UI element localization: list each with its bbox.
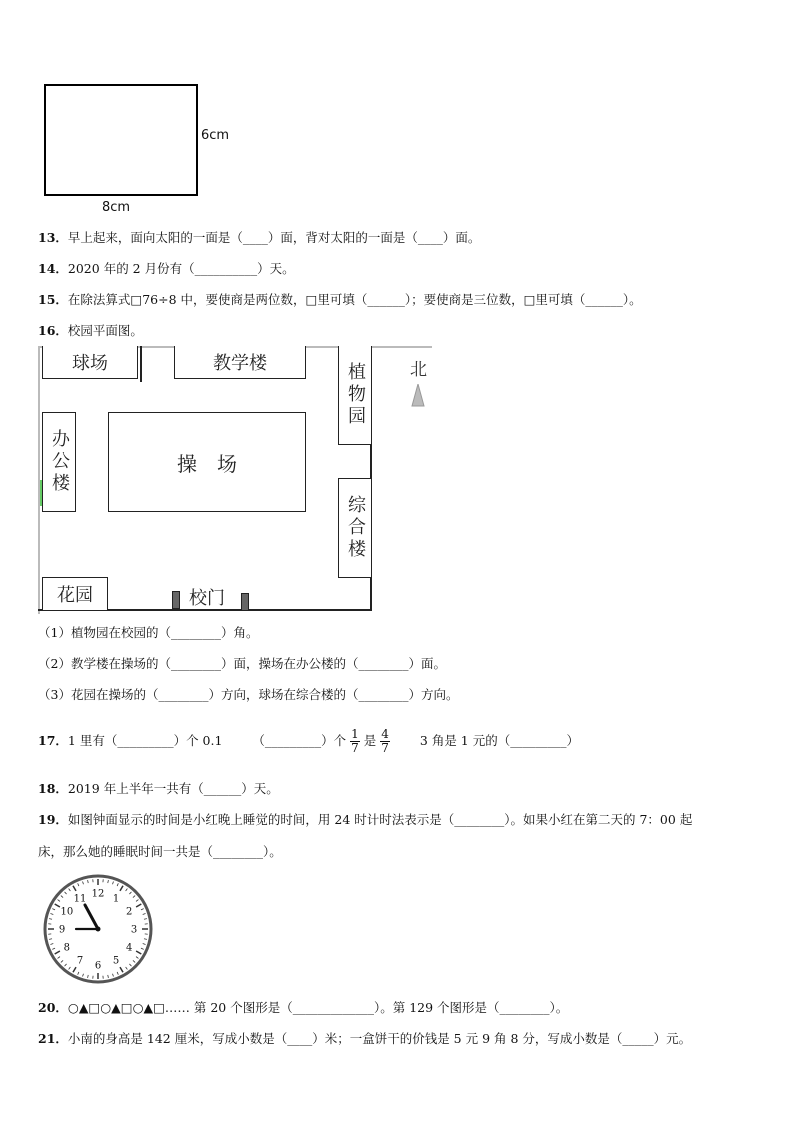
gate-post-left [172,591,180,609]
question-16 [38,323,143,339]
clock-number: 9 [58,924,66,936]
question-13 [38,230,480,246]
question-number: 17． [38,733,68,748]
question-number: 14． [38,261,68,276]
clock-number: 1 [112,893,120,905]
fraction-denominator: 7 [351,741,359,755]
question-18 [38,781,279,797]
question-text: ○▲□○▲□○▲□…… 第 20 个图形是（_____________）。第 129 个图形是（________）。 [67,1000,569,1015]
fraction-numerator: 4 [381,727,389,741]
question-number: 16． [38,323,68,338]
question-16-sub-2: （2）教学楼在操场的（________）面，操场在办公楼的（________）面。 [38,656,446,671]
question-19-line-2: 床，那么她的睡眠时间一共是（________）。 [38,844,282,859]
clock-number: 8 [63,942,71,954]
garden: 花园 [42,577,108,611]
complex-building: 综合楼 [338,478,372,578]
question-number: 13． [38,230,68,245]
question-15 [38,292,642,308]
rect-height-label: 6cm [201,128,230,143]
question-17-part-1: 1 里有（_________）个 0.1 [67,733,223,748]
question-16-sub-1: （1）植物园在校园的（________）角。 [38,625,259,640]
north-label: 北 [410,360,427,380]
clock-number: 12 [91,888,105,900]
fraction-one-seventh [350,728,360,755]
fraction-denominator: 7 [381,741,389,755]
question-17 [38,726,579,756]
clock-face [42,873,154,985]
question-14 [38,261,295,277]
clock-number: 6 [94,960,102,972]
clock-number: 2 [125,906,133,918]
clock-number: 11 [73,893,87,905]
question-text: 在除法算式□76÷8 中，要使商是两位数，□里可填（______）；要使商是三位数，□里可填（______）。 [67,292,642,307]
teaching-building: 教学楼 [174,346,306,379]
question-number: 21． [38,1031,68,1046]
rectangle-figure [44,84,198,196]
rect-width-label: 8cm [102,200,131,215]
question-text: 校园平面图。 [67,323,143,338]
question-19 [38,812,692,828]
botanical-garden: 植物园 [338,346,372,445]
question-17-part-3: 3 角是 1 元的（_________） [419,733,579,748]
question-number: 19． [38,812,68,827]
question-17-is: 是 [363,733,377,748]
clock-number: 10 [60,906,74,918]
campus-map [38,346,432,614]
clock-center [96,927,101,932]
question-20 [38,1000,568,1016]
question-number: 15． [38,292,68,307]
ball-court: 球场 [42,346,138,379]
question-number: 18． [38,781,68,796]
office-building: 办公楼 [42,412,76,512]
fraction-numerator: 1 [351,727,359,741]
clock-number: 7 [76,955,84,967]
fraction-four-sevenths [380,728,390,755]
question-17-part-2: （_________）个 [252,733,347,748]
question-text: 2020 年的 2 月份有（__________）天。 [67,261,295,276]
clock-number: 4 [125,942,133,954]
gate-post-right [241,593,249,611]
question-text-line-1: 如图钟面显示的时间是小红晚上睡觉的时间，用 24 时计时法表示是（________）。如果小红在第二天的 7：00 起 [67,812,693,827]
playground: 操 场 [108,412,306,512]
map-divider [140,346,142,382]
question-text: 早上起来，面向太阳的一面是（____）面，背对太阳的一面是（____）面。 [67,230,481,245]
question-21 [38,1031,691,1047]
question-number: 20． [38,1000,68,1015]
question-16-sub-3: （3）花园在操场的（________）方向，球场在综合楼的（________）方向。 [38,687,459,702]
north-arrow-icon [411,384,425,408]
question-text: 2019 年上半年一共有（______）天。 [67,781,279,796]
question-text: 小南的身高是 142 厘米，写成小数是（____）米；一盒饼干的价钱是 5 元 9 角 8 分，写成小数是（_____）元。 [67,1031,692,1046]
school-gate-label: 校门 [189,588,225,609]
clock-number: 5 [112,955,120,967]
clock-number: 3 [130,924,138,936]
